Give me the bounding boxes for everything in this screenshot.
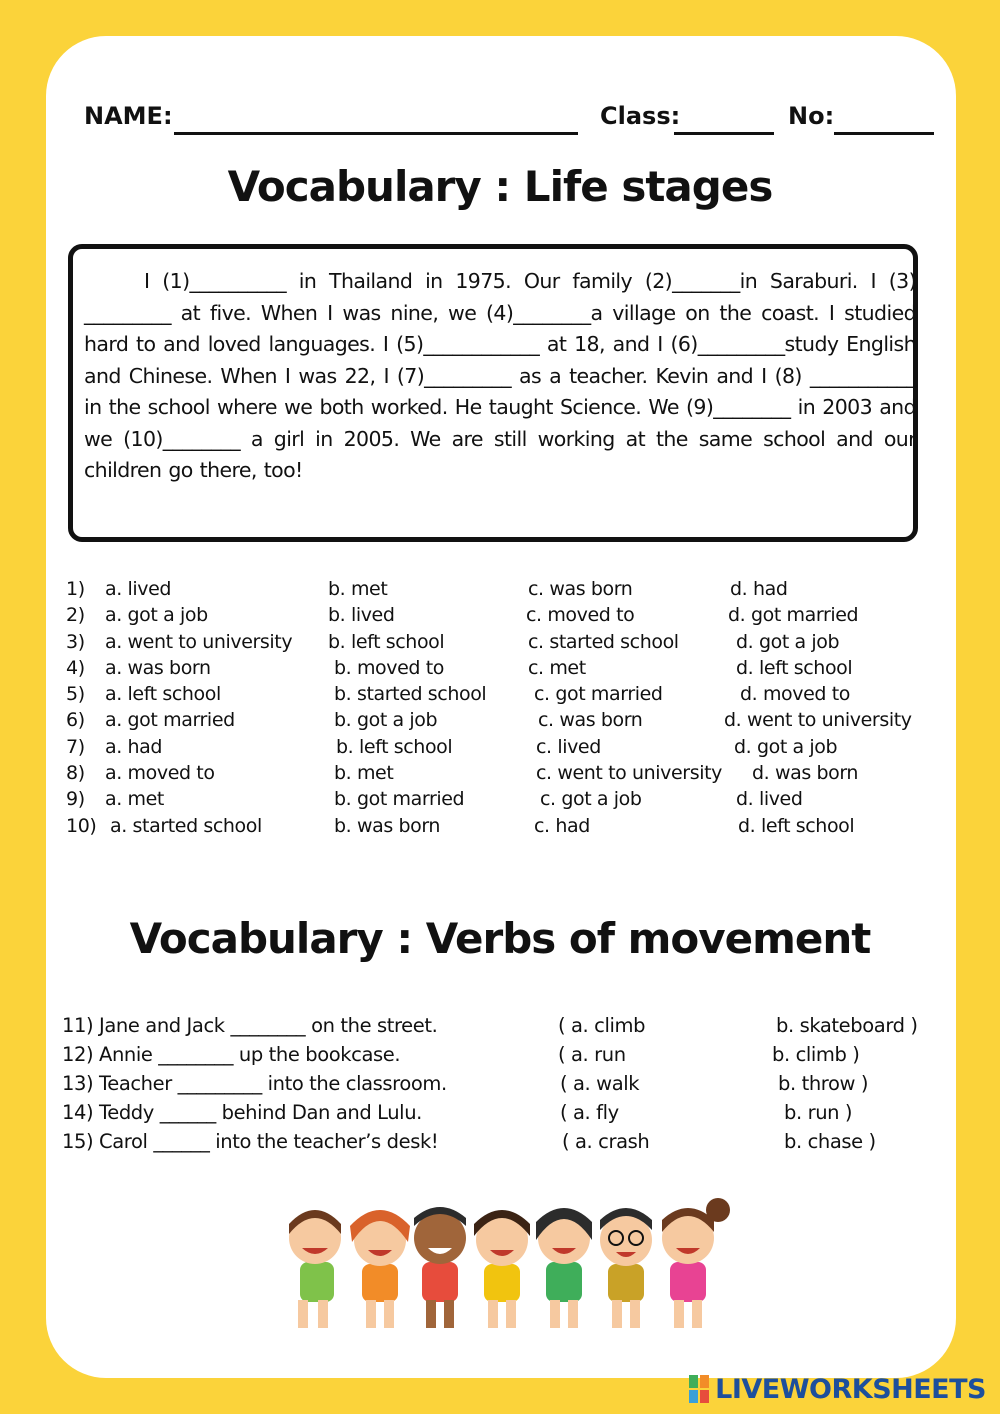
section-title-verbs-of-movement: Vocabulary : Verbs of movement xyxy=(129,914,871,963)
answer-option-a[interactable]: a. went to university xyxy=(105,630,293,653)
child-2 xyxy=(350,1210,410,1328)
child-7 xyxy=(662,1198,730,1328)
child-5 xyxy=(536,1208,592,1328)
question-row xyxy=(66,736,946,762)
answer-option-a[interactable]: a. started school xyxy=(110,814,262,837)
question-row xyxy=(66,762,946,788)
answer-option-c[interactable]: c. went to university xyxy=(536,762,722,785)
question-row xyxy=(66,631,946,657)
answer-option-a[interactable]: ( a. crash xyxy=(562,1130,650,1153)
movement-questions xyxy=(62,1014,952,1159)
movement-question-row xyxy=(62,1101,952,1130)
answer-option-d[interactable]: d. got married xyxy=(728,604,859,627)
answer-option-c[interactable]: c. had xyxy=(534,814,590,837)
answer-option-b[interactable]: b. met xyxy=(334,762,394,785)
question-number: 9) xyxy=(66,788,85,811)
answer-option-a[interactable]: a. met xyxy=(105,788,164,811)
answer-option-c[interactable]: c. moved to xyxy=(526,604,635,627)
answer-option-a[interactable]: ( a. walk xyxy=(560,1072,640,1095)
answer-option-a[interactable]: ( a. run xyxy=(558,1043,626,1066)
answer-option-d[interactable]: d. lived xyxy=(736,788,803,811)
question-row xyxy=(66,683,946,709)
answer-option-a[interactable]: a. lived xyxy=(105,578,172,600)
answer-option-a[interactable]: ( a. fly xyxy=(560,1101,619,1124)
number-label: No: xyxy=(788,102,835,130)
movement-question-row xyxy=(62,1130,952,1159)
answer-option-c[interactable]: c. lived xyxy=(536,735,601,758)
question-sentence: 12) Annie ________ up the bookcase. xyxy=(62,1043,401,1066)
class-label: Class: xyxy=(600,102,681,130)
answer-option-a[interactable]: a. was born xyxy=(105,656,211,679)
answer-option-a[interactable]: a. got a job xyxy=(105,604,208,627)
student-info-row xyxy=(84,102,944,138)
question-number: 2) xyxy=(66,604,85,627)
question-sentence: 15) Carol ______ into the teacher’s desk! xyxy=(62,1130,439,1153)
liveworksheets-logo-text: LIVEWORKSHEETS xyxy=(715,1373,986,1405)
question-number: 3) xyxy=(66,630,85,653)
answer-option-a[interactable]: a. had xyxy=(105,735,163,758)
answer-option-b[interactable]: b. started school xyxy=(334,683,487,706)
question-number: 1) xyxy=(66,578,85,600)
question-number: 4) xyxy=(66,656,85,679)
answer-option-c[interactable]: c. met xyxy=(528,656,586,679)
question-row xyxy=(66,657,946,683)
passage-text xyxy=(84,266,916,487)
question-row xyxy=(66,788,946,814)
answer-option-d[interactable]: d. got a job xyxy=(734,735,838,758)
children-illustration xyxy=(270,1196,760,1334)
answer-option-b[interactable]: b. left school xyxy=(336,735,453,758)
question-sentence: 14) Teddy ______ behind Dan and Lulu. xyxy=(62,1101,422,1124)
answer-option-a[interactable]: a. got married xyxy=(105,709,235,732)
answer-option-a[interactable]: ( a. climb xyxy=(558,1014,646,1037)
answer-option-c[interactable]: c. was born xyxy=(538,709,643,732)
answer-option-d[interactable]: d. left school xyxy=(736,656,853,679)
child-3 xyxy=(414,1207,466,1328)
child-6 xyxy=(600,1208,652,1328)
class-field[interactable] xyxy=(674,132,774,135)
answer-option-b[interactable]: b. chase ) xyxy=(784,1130,876,1153)
answer-option-a[interactable]: a. moved to xyxy=(105,762,215,785)
question-row xyxy=(66,578,946,604)
question-number: 7) xyxy=(66,735,85,758)
answer-option-b[interactable]: b. got married xyxy=(334,788,465,811)
answer-option-d[interactable]: d. got a job xyxy=(736,630,840,653)
name-field[interactable] xyxy=(174,132,578,135)
answer-option-b[interactable]: b. skateboard ) xyxy=(776,1014,918,1037)
answer-option-b[interactable]: b. moved to xyxy=(334,656,444,679)
life-stages-questions xyxy=(66,578,946,841)
movement-question-row xyxy=(62,1072,952,1101)
answer-option-c[interactable]: c. got married xyxy=(534,683,663,706)
answer-option-d[interactable]: d. moved to xyxy=(740,683,850,706)
child-4 xyxy=(474,1210,530,1328)
movement-question-row xyxy=(62,1043,952,1072)
question-row xyxy=(66,709,946,735)
answer-option-c[interactable]: c. started school xyxy=(528,630,679,653)
answer-option-b[interactable]: b. met xyxy=(328,578,388,600)
name-label: NAME: xyxy=(84,102,173,130)
answer-option-d[interactable]: d. was born xyxy=(752,762,859,785)
answer-option-b[interactable]: b. lived xyxy=(328,604,395,627)
passage-body: I (1)__________ in Thailand in 1975. Our family (2)_______in Saraburi. I (3) _________ at five. When I was nine, we (4)________a village on the coast. I studied hard to and loved languages. I (5)____________ at 18, and I (6)_________study English and Chinese. When I was 22, I (7)_________ as a teacher. Kevin and I (8) ___________ in the school where we both worked. He taught Science. We (9)________ in 2003 and we (10)________ a girl in 2005. We are still working at the same school and our children go there, too! xyxy=(84,269,916,482)
question-number: 8) xyxy=(66,762,85,785)
section-title-life-stages: Vocabulary : Life stages xyxy=(227,162,773,211)
question-number: 10) xyxy=(66,814,97,837)
movement-question-row xyxy=(62,1014,952,1043)
answer-option-d[interactable]: d. left school xyxy=(738,814,855,837)
answer-option-c[interactable]: c. got a job xyxy=(540,788,642,811)
answer-option-b[interactable]: b. left school xyxy=(328,630,445,653)
question-number: 6) xyxy=(66,709,85,732)
liveworksheets-logo-icon xyxy=(689,1375,711,1403)
child-1 xyxy=(289,1210,341,1328)
answer-option-b[interactable]: b. got a job xyxy=(334,709,438,732)
answer-option-b[interactable]: b. climb ) xyxy=(772,1043,860,1066)
answer-option-b[interactable]: b. was born xyxy=(334,814,441,837)
answer-option-a[interactable]: a. left school xyxy=(105,683,221,706)
question-sentence: 11) Jane and Jack ________ on the street. xyxy=(62,1014,438,1037)
question-sentence: 13) Teacher _________ into the classroom. xyxy=(62,1072,447,1095)
question-number: 5) xyxy=(66,683,85,706)
liveworksheets-logo xyxy=(689,1372,986,1406)
answer-option-b[interactable]: b. throw ) xyxy=(778,1072,869,1095)
question-row xyxy=(66,815,946,841)
answer-option-b[interactable]: b. run ) xyxy=(784,1101,853,1124)
answer-option-c[interactable]: c. was born xyxy=(528,578,633,600)
question-row xyxy=(66,604,946,630)
number-field[interactable] xyxy=(834,132,934,135)
answer-option-d[interactable]: d. had xyxy=(730,578,788,600)
answer-option-d[interactable]: d. went to university xyxy=(724,709,912,732)
